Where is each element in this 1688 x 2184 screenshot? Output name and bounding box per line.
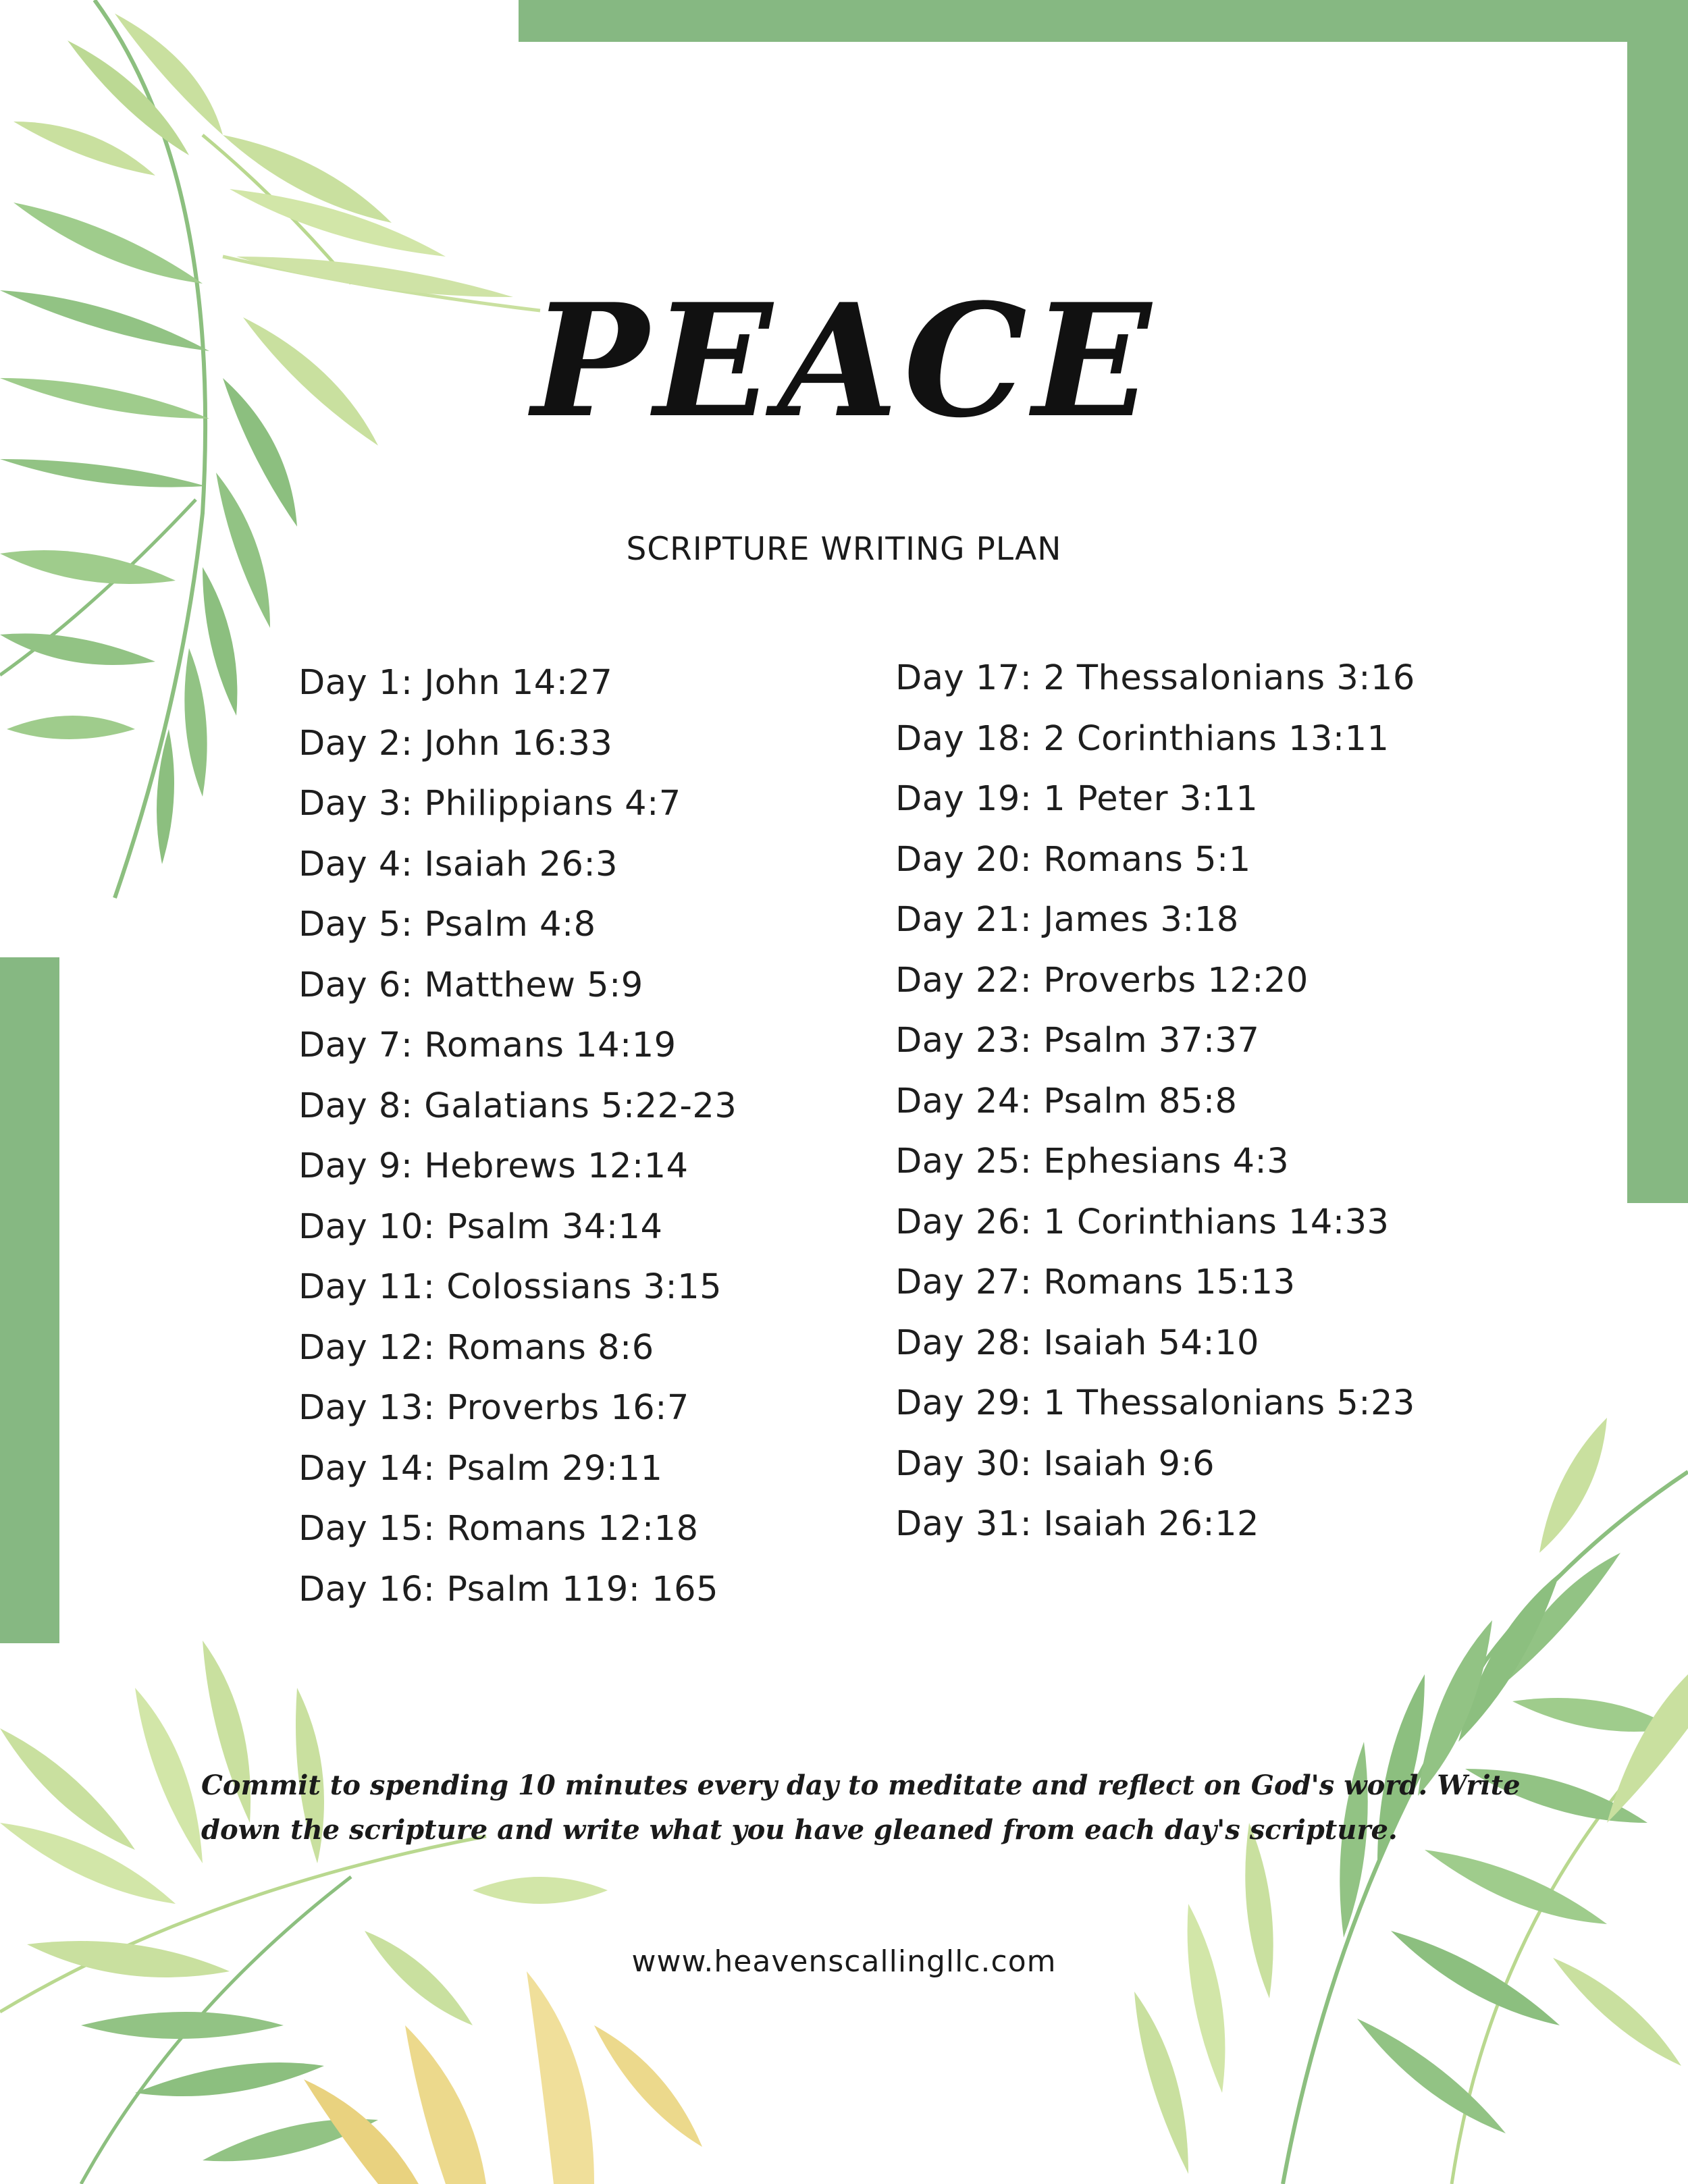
plan-day-item: Day 26: 1 Corinthians 14:33	[895, 1202, 1390, 1242]
plan-day-item: Day 30: Isaiah 9:6	[895, 1443, 1215, 1484]
plan-day-item: Day 24: Psalm 85:8	[895, 1081, 1238, 1121]
plan-day-item: Day 7: Romans 14:19	[298, 1026, 677, 1065]
plan-day-item: Day 3: Philippians 4:7	[298, 784, 681, 824]
plan-day-item: Day 17: 2 Thessalonians 3:16	[895, 658, 1415, 698]
plan-day-item: Day 18: 2 Corinthians 13:11	[895, 718, 1390, 759]
plan-day-item: Day 31: Isaiah 26:12	[895, 1504, 1260, 1544]
plan-day-item: Day 2: John 16:33	[298, 723, 613, 764]
plan-day-item: Day 11: Colossians 3:15	[298, 1267, 722, 1307]
plan-day-item: Day 29: 1 Thessalonians 5:23	[895, 1383, 1415, 1423]
plan-day-item: Day 1: John 14:27	[298, 663, 613, 703]
plan-day-item: Day 16: Psalm 119: 165	[298, 1569, 719, 1609]
page-title: PEACE	[531, 270, 1157, 452]
plan-day-item: Day 23: Psalm 37:37	[895, 1021, 1260, 1061]
plan-day-item: Day 13: Proverbs 16:7	[298, 1388, 689, 1428]
plan-day-item: Day 19: 1 Peter 3:11	[895, 779, 1259, 819]
plan-day-item: Day 22: Proverbs 12:20	[895, 960, 1309, 1001]
plan-day-item: Day 9: Hebrews 12:14	[298, 1146, 689, 1186]
plan-day-item: Day 25: Ephesians 4:3	[895, 1142, 1290, 1181]
plan-day-item: Day 28: Isaiah 54:10	[895, 1323, 1260, 1363]
plan-day-item: Day 6: Matthew 5:9	[298, 965, 643, 1005]
plan-day-item: Day 10: Psalm 34:14	[298, 1206, 663, 1247]
plan-day-item: Day 5: Psalm 4:8	[298, 905, 596, 944]
plan-day-item: Day 4: Isaiah 26:3	[298, 844, 618, 884]
plan-day-item: Day 20: Romans 5:1	[895, 839, 1251, 880]
plan-day-item: Day 14: Psalm 29:11	[298, 1448, 663, 1489]
plan-day-item: Day 27: Romans 15:13	[895, 1262, 1296, 1302]
page-subtitle: SCRIPTURE WRITING PLAN	[626, 531, 1062, 568]
website-link[interactable]: www.heavenscallingllc.com	[631, 1944, 1057, 1979]
plan-day-item: Day 12: Romans 8:6	[298, 1327, 654, 1368]
plan-day-item: Day 21: James 3:18	[895, 900, 1239, 940]
palm-leaves-bottom-left	[0, 1641, 702, 2184]
plan-day-item: Day 8: Galatians 5:22-23	[298, 1086, 737, 1126]
instruction-note: Commit to spending 10 minutes every day to meditate and reflect on God's word. Write down the scripture and write what you have gleaned from each day's scripture.	[201, 1769, 1521, 1846]
palm-leaves-top-left	[0, 0, 540, 898]
plan-day-item: Day 15: Romans 12:18	[298, 1509, 699, 1549]
